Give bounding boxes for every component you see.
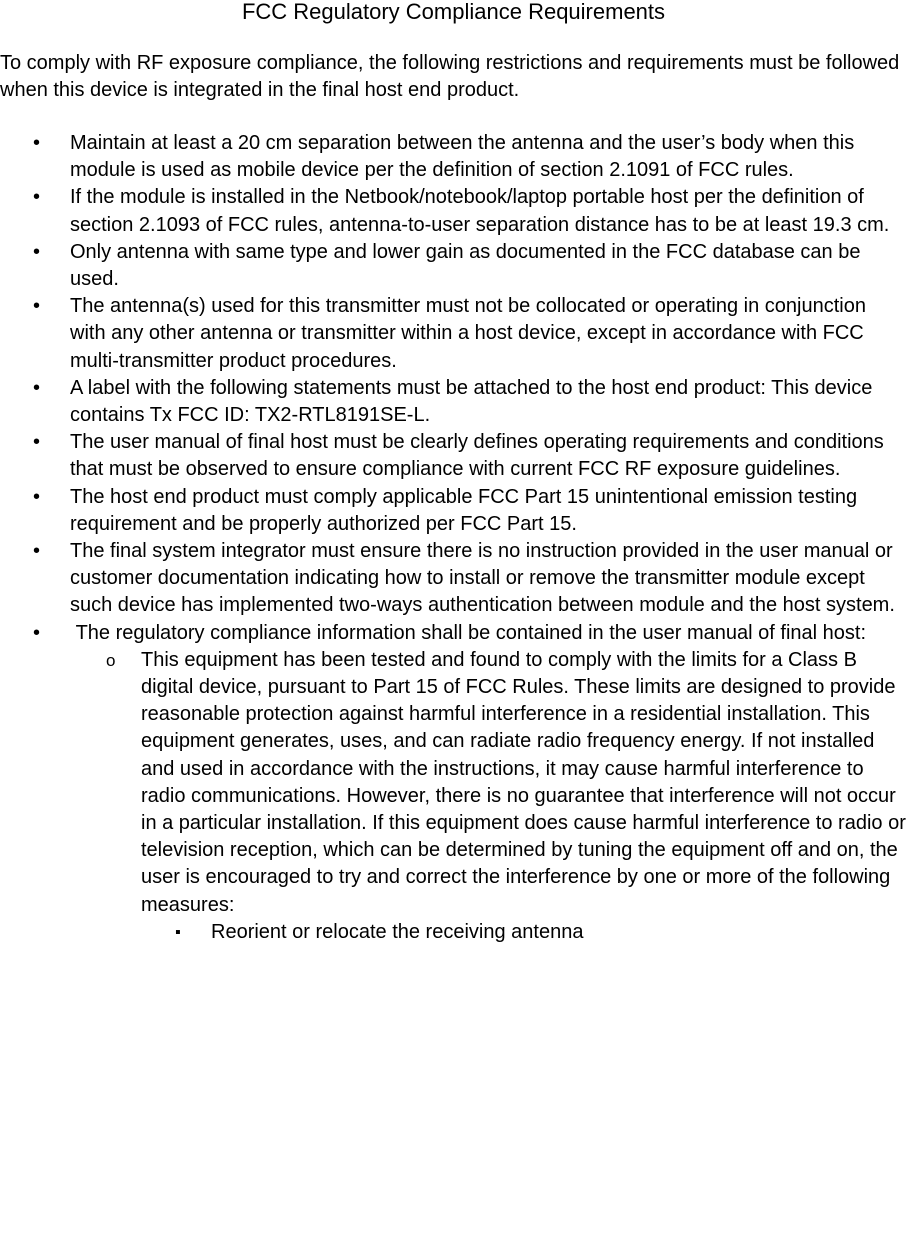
intro-paragraph: To comply with RF exposure compliance, the following restrictions and requirements must be followed when this device is integrated in the final host end product. <box>0 52 900 102</box>
list-item-text: If the module is installed in the Netbook/notebook/laptop portable host per the definition of section 2.1093 of FCC rules, antenna-to-user separation distance has to be at least 19.3 cm. <box>70 186 890 236</box>
list-item-text: The regulatory compliance information shall be contained in the user manual of final host: <box>70 621 867 644</box>
list-item <box>0 484 907 538</box>
list-item-text: Maintain at least a 20 cm separation between the antenna and the user’s body when this module is used as mobile device per the definition of section 2.1091 of FCC rules. <box>70 132 855 182</box>
list-item <box>0 429 907 483</box>
page-title: FCC Regulatory Compliance Requirements <box>241 0 666 24</box>
measure-item-text: Reorient or relocate the receiving antenna <box>211 920 584 943</box>
list-item <box>0 538 907 620</box>
sub-list-item-text: This equipment has been tested and found to comply with the limits for a Class B digital device, pursuant to Part 15 of FCC Rules. These limits are designed to provide reasonable protection against harmful interference in a residential installation. This equipment generates, uses, and can radiate radio frequency energy. If not installed and used in accordance with the instructions, it may cause harmful interference to radio communications. However, there is no guarantee that interference will not occur in a particular installation. If this equipment does cause harmful interference to radio or television reception, which can be determined by tuning the equipment off and on, the user is encouraged to try and correct the interference by one or more of the following measures: <box>141 648 906 916</box>
list-item <box>0 293 907 375</box>
measure-item <box>141 919 907 946</box>
list-item-text: A label with the following statements must be attached to the host end product: This device contains Tx FCC ID: TX2-RTL8191SE-L. <box>70 376 873 427</box>
list-item <box>0 375 907 429</box>
list-item-text: Only antenna with same type and lower gain as documented in the FCC database can be used. <box>70 240 861 291</box>
user-manual-statements-list <box>70 647 907 946</box>
list-item-text: The user manual of final host must be clearly defines operating requirements and conditions that must be observed to ensure compliance with current FCC RF exposure guidelines. <box>70 431 884 481</box>
requirements-list <box>0 130 907 946</box>
list-item <box>0 184 907 238</box>
interference-measures-list <box>141 919 907 946</box>
sub-list-item <box>70 647 907 946</box>
list-item-text: The final system integrator must ensure there is no instruction provided in the user manual or customer documentation indicating how to install or remove the transmitter module except such device has implemented two-ways authentication between module and the host system. <box>70 540 895 617</box>
list-item-text: The host end product must comply applicable FCC Part 15 unintentional emission testing requirement and be properly authorized per FCC Part 15. <box>70 485 858 535</box>
list-item <box>0 239 907 293</box>
list-item-text: The antenna(s) used for this transmitter must not be collocated or operating in conjunction with any other antenna or transmitter within a host device, except in accordance with FCC multi-transmitter product procedures. <box>70 295 866 372</box>
list-item <box>0 130 907 184</box>
list-item <box>0 620 907 946</box>
